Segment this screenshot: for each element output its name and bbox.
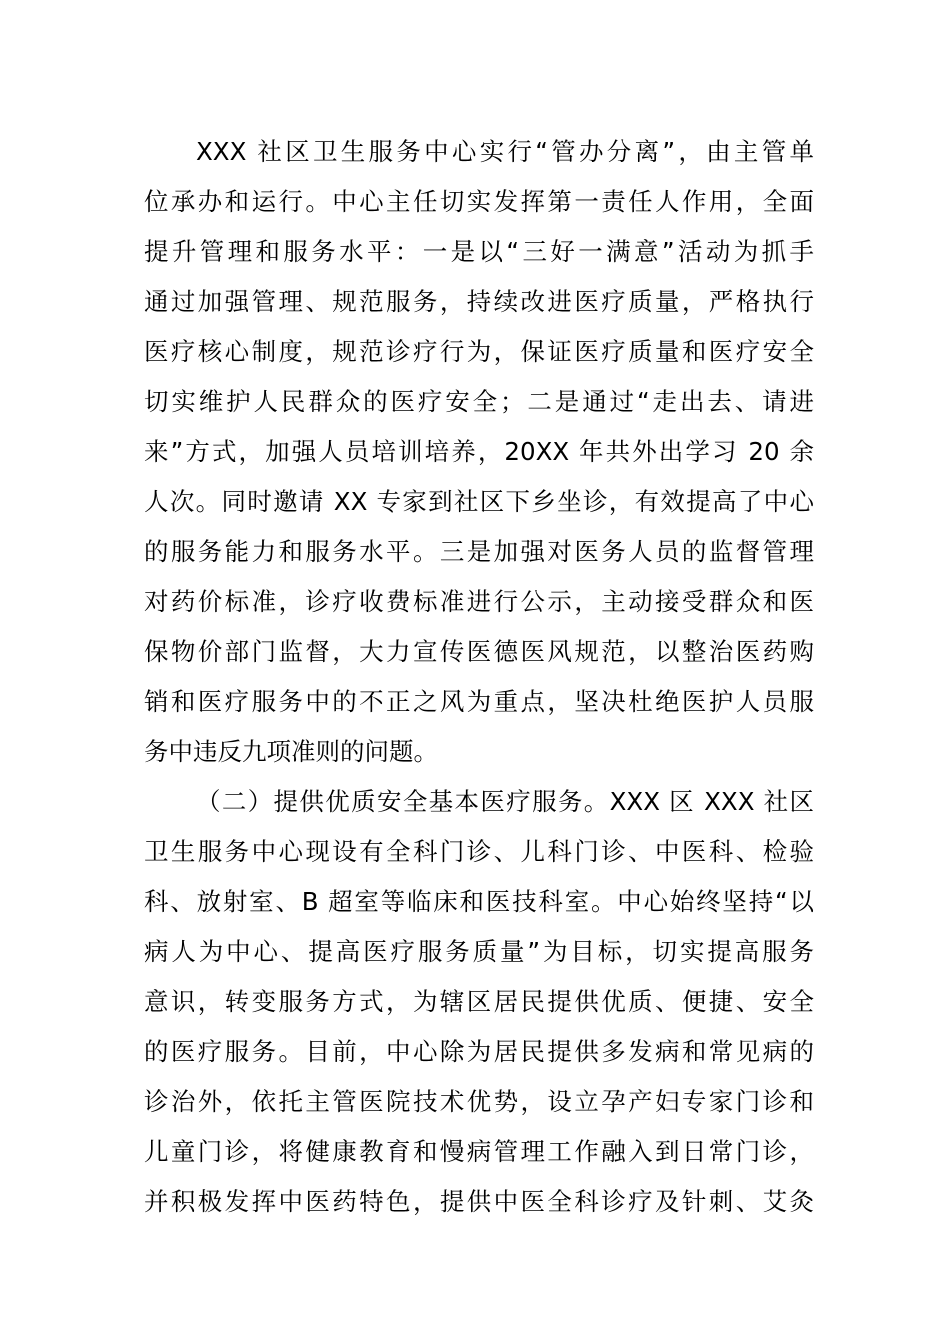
text-line: 通过加强管理、规范服务，持续改进医疗质量，严格执行 [144,287,814,316]
text-line: 科、放射室、B 超室等临床和医技科室。中心始终坚持“以 [144,887,814,916]
text-line: 的医疗服务。目前，中心除为居民提供多发病和常见病的 [144,1037,814,1066]
text-line: （二）提供优质安全基本医疗服务。XXX 区 XXX 社区 [196,787,814,816]
text-line: 的服务能力和服务水平。三是加强对医务人员的监督管理 [144,537,814,566]
text-line: 诊治外，依托主管医院技术优势，设立孕产妇专家门诊和 [144,1087,814,1116]
text-line: 位承办和运行。中心主任切实发挥第一责任人作用，全面 [144,187,814,216]
paragraph-center-management [144,127,814,777]
text-line: 意识，转变服务方式，为辖区居民提供优质、便捷、安全 [144,987,814,1016]
text-line: 人次。同时邀请 XX 专家到社区下乡坐诊，有效提高了中心 [144,487,814,516]
document-body [144,127,814,1227]
text-line: XXX 社区卫生服务中心实行“管办分离”，由主管单 [196,137,814,166]
text-line: 儿童门诊，将健康教育和慢病管理工作融入到日常门诊， [144,1137,814,1166]
text-line: 来”方式，加强人员培训培养，20XX 年共外出学习 20 余 [144,437,814,466]
text-line: 卫生服务中心现设有全科门诊、儿科门诊、中医科、检验 [144,837,814,866]
text-line: 病人为中心、提高医疗服务质量”为目标，切实提高服务 [144,937,814,966]
text-line: 并积极发挥中医药特色，提供中医全科诊疗及针刺、艾灸 [144,1187,814,1216]
text-line: 医疗核心制度，规范诊疗行为，保证医疗质量和医疗安全 [144,337,814,366]
text-line: 保物价部门监督，大力宣传医德医风规范，以整治医药购 [144,637,814,666]
text-line: 提升管理和服务水平：一是以“三好一满意”活动为抓手 [144,237,814,266]
text-line: 对药价标准，诊疗收费标准进行公示，主动接受群众和医 [144,587,814,616]
text-line: 销和医疗服务中的不正之风为重点，坚决杜绝医护人员服 [144,687,814,716]
text-line: 切实维护人民群众的医疗安全；二是通过“走出去、请进 [144,387,814,416]
paragraph-basic-medical-service [144,777,814,1227]
text-line: 务中违反九项准则的问题。 [144,737,438,766]
